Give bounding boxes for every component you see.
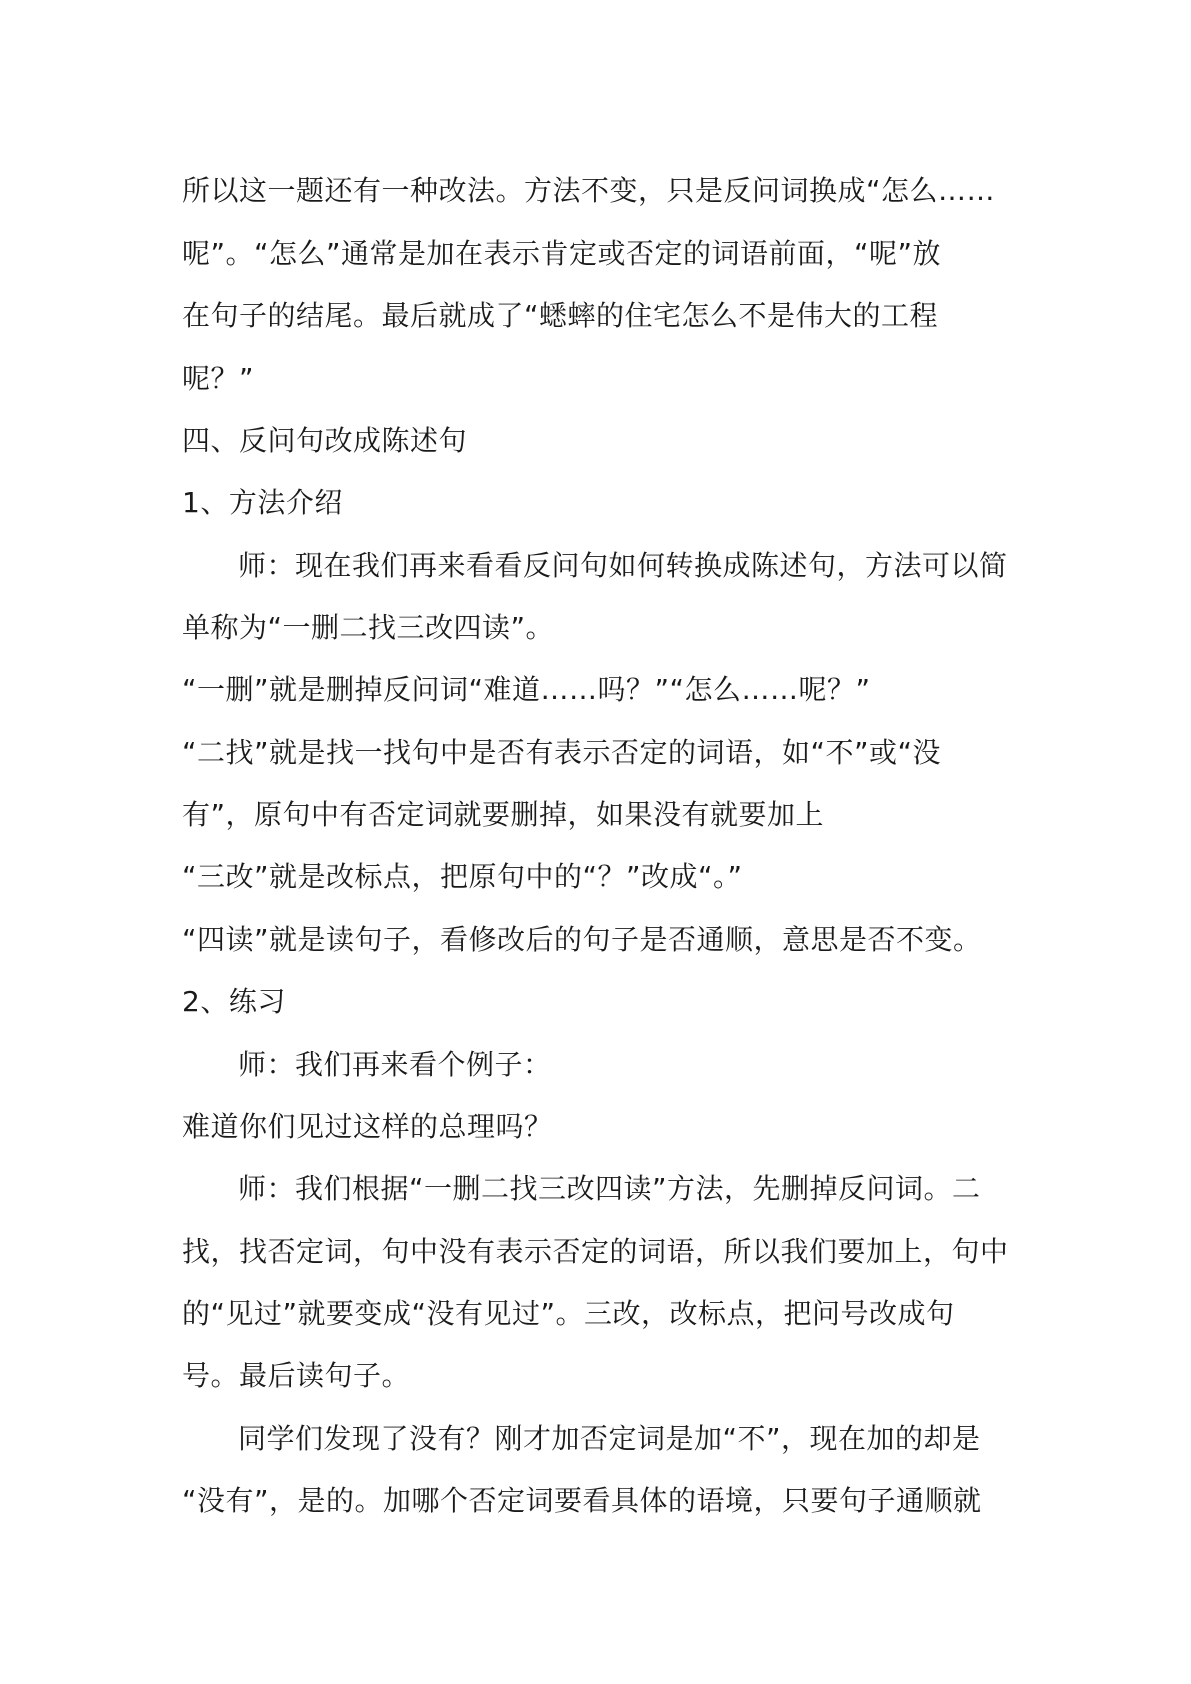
paragraph-line: 有”，原句中有否定词就要删掉，如果没有就要加上: [182, 798, 825, 831]
paragraph-line: “二找”就是找一找句中是否有表示否定的词语，如“不”或“没: [182, 736, 942, 769]
paragraph-line: 所以这一题还有一种改法。方法不变，只是反问词换成“怎么……: [182, 174, 996, 207]
paragraph-line: 师：我们再来看个例子：: [238, 1048, 552, 1081]
paragraph-line: “三改”就是改标点，把原句中的“？”改成“。”: [182, 860, 743, 893]
example-sentence: 难道你们见过这样的总理吗？: [182, 1110, 553, 1143]
paragraph-line: 师：现在我们再来看看反问句如何转换成陈述句，方法可以简: [238, 549, 1008, 582]
subsection-heading: 1、方法介绍: [182, 486, 343, 519]
paragraph-line: “没有”，是的。加哪个否定词要看具体的语境，只要句子通顺就: [182, 1484, 982, 1517]
paragraph-line: “一删”就是删掉反问词“难道……吗？”“怎么……呢？”: [182, 673, 871, 706]
paragraph-line: 的“见过”就要变成“没有见过”。三改，改标点，把问号改成句: [182, 1297, 955, 1330]
paragraph-line: 号。最后读句子。: [182, 1359, 411, 1392]
section-heading: 四、反问句改成陈述句: [182, 424, 468, 457]
subsection-heading: 2、练习: [182, 985, 286, 1018]
paragraph-line: 在句子的结尾。最后就成了“蟋蟀的住宅怎么不是伟大的工程: [182, 299, 939, 332]
paragraph-line: 师：我们根据“一删二找三改四读”方法，先删掉反问词。二: [238, 1172, 981, 1205]
paragraph-line: 呢”。“怎么”通常是加在表示肯定或否定的词语前面，“呢”放: [182, 237, 942, 270]
paragraph-line: “四读”就是读句子，看修改后的句子是否通顺，意思是否不变。: [182, 923, 982, 956]
paragraph-line: 同学们发现了没有？刚才加否定词是加“不”，现在加的却是: [238, 1422, 981, 1455]
paragraph-line: 单称为“一删二找三改四读”。: [182, 611, 555, 644]
paragraph-line: 找，找否定词，句中没有表示否定的词语，所以我们要加上，句中: [182, 1235, 1009, 1268]
paragraph-line: 呢？”: [182, 362, 255, 395]
